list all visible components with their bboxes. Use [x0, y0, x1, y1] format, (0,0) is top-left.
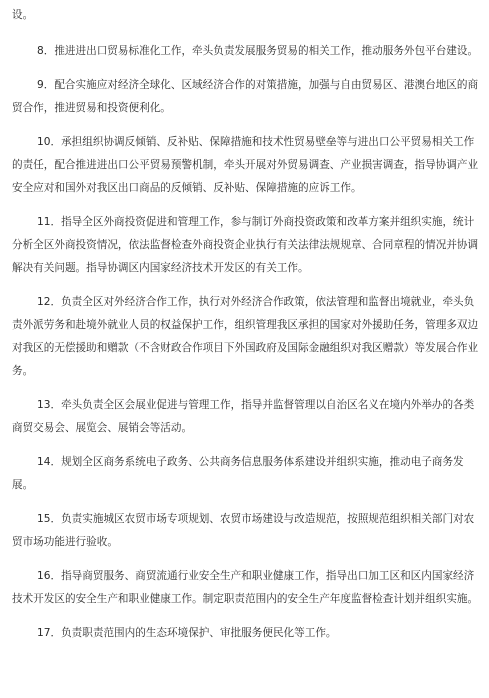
paragraph-item-10: 10．承担组织协调反倾销、反补贴、保障措施和技术性贸易壁垒等与进出口公平贸易相关工作的责任，配合推进进出口公平贸易预警机制，牵头开展对外贸易调查、产业损害调查，指导协调产业安全应对和国外对我区出口商品的反倾销、反补贴、保障措施的应诉工作。: [12, 136, 479, 194]
paragraph-item-9: 9．配合实施应对经济全球化、区域经济合作的对策措施，加强与自由贸易区、港澳台地区的商贸合作，推进贸易和投资便利化。: [12, 79, 479, 114]
paragraph-item-17: 17．负责职责范围内的生态环境保护、审批服务便民化等工作。: [37, 627, 337, 639]
paragraph-item-15: 15．负责实施城区农贸市场专项规划、农贸市场建设与改造规范，按照规范组织相关部门对农贸市场功能进行验收。: [12, 513, 475, 548]
paragraph-item-13: 13．牵头负责全区会展业促进与管理工作，指导并监督管理以自治区名义在境内外举办的各类商贸交易会、展览会、展销会等活动。: [12, 399, 475, 434]
paragraph-continuation: 设。: [12, 9, 34, 21]
paragraph-item-16: 16．指导商贸服务、商贸流通行业安全生产和职业健康工作，指导出口加工区和区内国家经济技术开发区的安全生产和职业健康工作。制定职责范围内的安全生产年度监督检查计划并组织实施。: [12, 570, 479, 605]
paragraph-item-11: 11．指导全区外商投资促进和管理工作，参与制订外商投资政策和改革方案并组织实施，统计分析全区外商投资情况，依法监督检查外商投资企业执行有关法律法规规章、合同章程的情况并协调解决有关问题。指导协调区内国家经济技术开发区的有关工作。: [12, 216, 479, 274]
paragraph-item-12: 12．负责全区对外经济合作工作，执行对外经济合作政策，依法管理和监督出境就业，牵头负责外派劳务和赴境外就业人员的权益保护工作，组织管理我区承担的国家对外援助任务，管理多双边对我区的无偿援助和赠款（不含财政合作项目下外国政府及国际金融组织对我区赠款）等发展合作业务。: [12, 296, 479, 377]
paragraph-item-8: 8．推进进出口贸易标准化工作，牵头负责发展服务贸易的相关工作，推动服务外包平台建设。: [37, 45, 479, 57]
paragraph-item-14: 14．规划全区商务系统电子政务、公共商务信息服务体系建设并组织实施，推动电子商务发展。: [12, 456, 464, 491]
